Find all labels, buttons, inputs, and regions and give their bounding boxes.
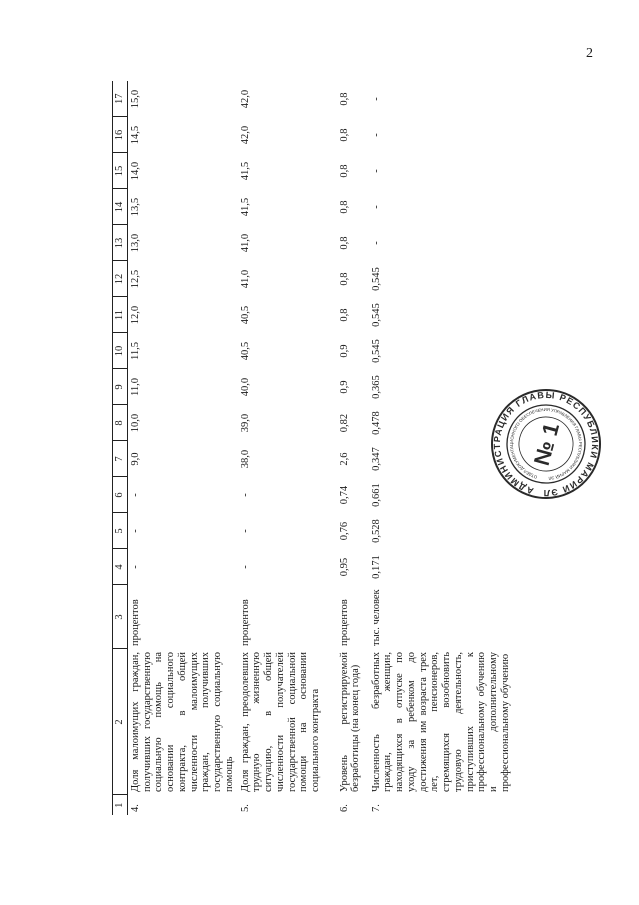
value-cell: 0,8 [338,92,350,106]
value-cell: 10,0 [129,413,141,433]
value-cell: - [239,493,251,497]
header-cell: 7 [113,441,128,477]
unit-cell: процентов [129,599,141,646]
unit-cell: процентов [338,599,350,646]
row-number: 7. [370,804,382,812]
value-cell: 39,0 [239,413,251,433]
value-cell: 0,545 [370,267,382,291]
indicator-name: Уровень регистрируемой безработицы (на конец года) [338,652,362,792]
row-number: 6. [338,804,350,812]
header-cell: 2 [113,649,128,795]
official-seal [490,388,602,500]
table-body [113,81,523,815]
value-cell: 0,8 [338,272,350,286]
value-cell: 0,171 [370,555,382,579]
value-cell: 12,0 [129,305,141,325]
value-cell: 0,95 [338,557,350,577]
table-row [127,81,237,815]
value-cell: 41,5 [239,197,251,217]
indicator-name: Численность безработных граждан, женщин, находящихся в отпуске по уходу за ребенком до достижения им возраста трех лет, пенсионеров, стремящихся возобновить трудовую деятельность, приступивших к профессиональному обучению и дополнительному профессиональному обучению [370,652,511,792]
value-cell: 41,0 [239,233,251,253]
value-cell: 0,478 [370,411,382,435]
value-cell: 0,74 [338,485,350,505]
value-cell: 13,5 [129,197,141,217]
value-cell: 0,8 [338,164,350,178]
value-cell: - [239,565,251,569]
header-cell: 4 [113,549,128,585]
value-cell: 11,5 [129,342,141,360]
value-cell: - [370,133,382,137]
value-cell: 2,6 [338,452,350,466]
value-cell: 40,5 [239,305,251,325]
header-row [113,81,128,815]
value-cell: - [370,205,382,209]
seal-number: № 1 [528,420,565,469]
header-cell: 1 [113,795,128,815]
header-cell: 3 [113,585,128,649]
value-cell: 0,545 [370,303,382,327]
header-cell: 17 [113,81,128,117]
value-cell: 0,9 [338,344,350,358]
value-cell: 0,8 [338,128,350,142]
value-cell: - [370,169,382,173]
value-cell: 9,0 [129,452,141,466]
value-cell: 13,0 [129,233,141,253]
table-row [238,81,337,815]
row-number: 4. [129,804,141,812]
unit-cell: процентов [239,599,251,646]
indicator-name: Доля малоимущих граждан, получивших государственную социальную помощь на основании социального контракта, в общей численности малоимущих граждан, получивших государственную социальную помощь [129,652,235,792]
header-cell: 5 [113,513,128,549]
seal-inner-text: ОТДЕЛ ДОКУМЕНТАЦИОННОГО ОБЕСПЕЧЕНИЯ УПРАВЛЕНИЯ ГЛАВЫ РЕСПУБЛИКИ МАРИЙ ЭЛ [508,406,584,481]
value-cell: 42,0 [239,125,251,145]
value-cell: - [239,529,251,533]
value-cell: 41,5 [239,161,251,181]
value-cell: 0,365 [370,375,382,399]
value-cell: 14,5 [129,125,141,145]
row-number: 5. [239,804,251,812]
value-cell: 0,545 [370,339,382,363]
table-row [337,81,369,815]
value-cell: - [370,97,382,101]
value-cell: 0,8 [338,236,350,250]
header-cell: 9 [113,369,128,405]
page-number: 2 [586,46,593,61]
value-cell: 42,0 [239,89,251,109]
value-cell: 0,661 [370,483,382,507]
value-cell: - [129,493,141,497]
value-cell: 40,0 [239,377,251,397]
header-cell: 13 [113,225,128,261]
value-cell: 0,8 [338,308,350,322]
value-cell: - [129,529,141,533]
header-cell: 10 [113,333,128,369]
value-cell: 0,8 [338,200,350,214]
value-cell: 0,347 [370,447,382,471]
value-cell: 15,0 [129,89,141,109]
indicator-name: Доля граждан, преодолевших трудную жизненную ситуацию, в общей численности получателей государственной социальной помощи на основании социального контракта [239,652,321,792]
header-cell: 6 [113,477,128,513]
value-cell: 0,76 [338,521,350,541]
unit-cell: тыс. человек [370,589,382,646]
value-cell: 0,82 [338,413,350,433]
value-cell: 0,528 [370,519,382,543]
header-cell: 12 [113,261,128,297]
value-cell: - [129,565,141,569]
header-cell: 15 [113,153,128,189]
indicators-table [112,81,523,815]
value-cell: - [370,241,382,245]
seal-outer-text: АДМИНИСТРАЦИЯ ГЛАВЫ РЕСПУБЛИКИ МАРИЙ ЭЛ [491,389,601,499]
header-cell: 14 [113,189,128,225]
value-cell: 14,0 [129,161,141,181]
value-cell: 11,0 [129,378,141,396]
value-cell: 12,5 [129,269,141,289]
header-cell: 8 [113,405,128,441]
value-cell: 0,9 [338,380,350,394]
header-cell: 11 [113,297,128,333]
header-cell: 16 [113,117,128,153]
value-cell: 38,0 [239,449,251,469]
value-cell: 41,0 [239,269,251,289]
value-cell: 40,5 [239,341,251,361]
